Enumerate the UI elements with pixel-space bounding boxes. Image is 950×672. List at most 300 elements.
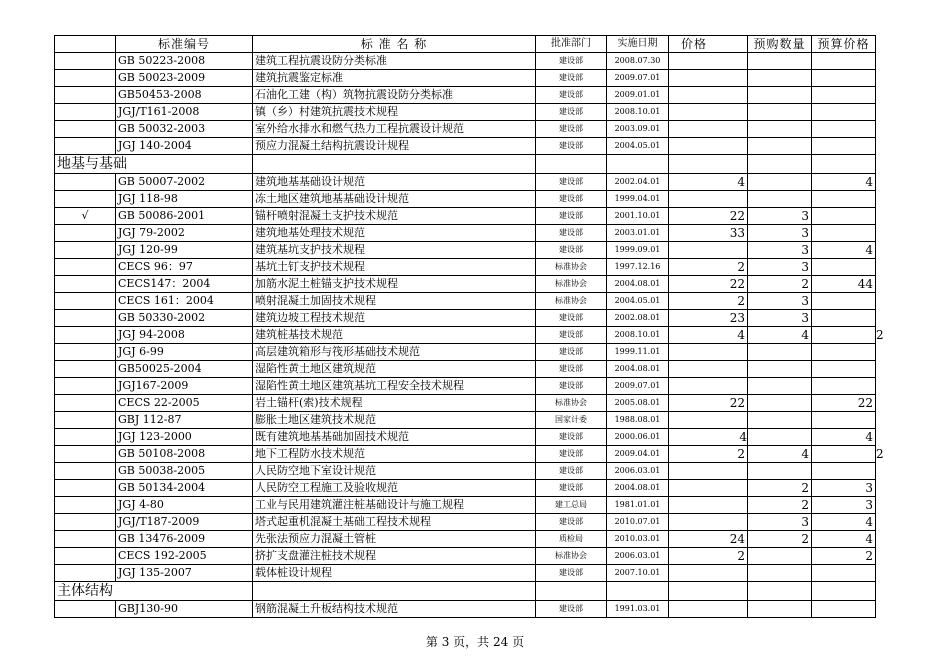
mark-cell — [55, 531, 116, 548]
code-cell: CECS 161：2004 — [116, 293, 253, 310]
name-cell: 湿陷性黄土地区建筑规范 — [253, 361, 536, 378]
budget-cell — [812, 121, 876, 138]
budget-cell — [812, 327, 876, 344]
dept-cell: 国家计委 — [536, 412, 607, 429]
budget-cell: 4 — [812, 174, 876, 191]
dept-cell: 标准协会 — [536, 293, 607, 310]
header-price: 价格 — [669, 36, 748, 53]
code-cell: JGJ 123-2000 — [116, 429, 253, 446]
header-date: 实施日期 — [607, 36, 669, 53]
date-cell: 1999.09.01 — [607, 242, 669, 259]
name-cell: 建筑基坑支护技术规程 — [253, 242, 536, 259]
header-name: 标 准 名 称 — [253, 36, 536, 53]
section-empty-cell — [748, 582, 812, 601]
section-empty-cell — [812, 155, 876, 174]
qty-cell — [748, 378, 812, 395]
code-cell: CECS147：2004 — [116, 276, 253, 293]
qty-cell — [748, 412, 812, 429]
budget-cell — [812, 87, 876, 104]
code-cell: JGJ167-2009 — [116, 378, 253, 395]
name-cell: 人民防空地下室设计规范 — [253, 463, 536, 480]
price-cell: 4 — [669, 174, 748, 191]
budget-cell — [812, 565, 876, 582]
overflow-value: 2 — [876, 446, 884, 461]
qty-cell — [748, 138, 812, 155]
table-row — [55, 565, 876, 582]
budget-cell: 2 — [812, 548, 876, 565]
price-cell — [669, 601, 748, 618]
table-row — [55, 138, 876, 155]
name-cell: 湿陷性黄土地区建筑基坑工程安全技术规程 — [253, 378, 536, 395]
table-row — [55, 395, 876, 412]
budget-cell — [812, 310, 876, 327]
qty-cell — [748, 463, 812, 480]
section-empty-cell — [607, 155, 669, 174]
price-cell — [669, 565, 748, 582]
budget-cell — [812, 259, 876, 276]
budget-cell — [812, 104, 876, 121]
price-cell — [669, 70, 748, 87]
budget-cell: 3 — [812, 480, 876, 497]
date-cell: 2009.07.01 — [607, 378, 669, 395]
code-cell: GB 50007-2002 — [116, 174, 253, 191]
name-cell: 岩土锚杆(索)技术规程 — [253, 395, 536, 412]
qty-cell: 2 — [748, 276, 812, 293]
dept-cell: 质检局 — [536, 531, 607, 548]
budget-cell — [812, 344, 876, 361]
mark-cell — [55, 293, 116, 310]
date-cell: 2009.01.01 — [607, 87, 669, 104]
mark-cell — [55, 87, 116, 104]
price-cell — [669, 480, 748, 497]
budget-cell: 4 — [812, 429, 876, 446]
dept-cell: 建工总局 — [536, 497, 607, 514]
price-cell: 24 — [669, 531, 748, 548]
table-row — [55, 446, 876, 463]
date-cell: 2008.10.01 — [607, 327, 669, 344]
name-cell: 建筑工程抗震设防分类标准 — [253, 53, 536, 70]
dept-cell: 标准协会 — [536, 395, 607, 412]
table-row — [55, 121, 876, 138]
section-empty-cell — [253, 582, 536, 601]
mark-cell — [55, 463, 116, 480]
section-empty-cell — [253, 155, 536, 174]
section-empty-cell — [536, 582, 607, 601]
date-cell: 2006.03.01 — [607, 548, 669, 565]
price-cell: 22 — [669, 208, 748, 225]
code-cell: GB 50134-2004 — [116, 480, 253, 497]
qty-cell — [748, 104, 812, 121]
qty-cell — [748, 70, 812, 87]
budget-cell — [812, 412, 876, 429]
budget-cell — [812, 138, 876, 155]
section-title: 主体结构 — [55, 582, 253, 601]
qty-cell: 3 — [748, 514, 812, 531]
dept-cell: 建设部 — [536, 480, 607, 497]
dept-cell: 建设部 — [536, 378, 607, 395]
name-cell: 室外给水排水和燃气热力工程抗震设计规范 — [253, 121, 536, 138]
date-cell: 1988.08.01 — [607, 412, 669, 429]
section-empty-cell — [812, 582, 876, 601]
budget-cell: 4 — [812, 242, 876, 259]
dept-cell: 建设部 — [536, 601, 607, 618]
price-cell — [669, 87, 748, 104]
budget-cell — [812, 446, 876, 463]
mark-cell — [55, 53, 116, 70]
table-row — [55, 87, 876, 104]
name-cell: 钢筋混凝土升板结构技术规范 — [253, 601, 536, 618]
mark-cell: √ — [55, 208, 116, 225]
dept-cell: 建设部 — [536, 208, 607, 225]
price-cell: 2 — [669, 446, 748, 463]
price-cell — [669, 191, 748, 208]
mark-cell — [55, 327, 116, 344]
name-cell: 高层建筑箱形与筏形基础技术规范 — [253, 344, 536, 361]
budget-cell — [812, 378, 876, 395]
date-cell: 2004.05.01 — [607, 138, 669, 155]
code-cell: JGJ 140-2004 — [116, 138, 253, 155]
code-cell: JGJ 135-2007 — [116, 565, 253, 582]
dept-cell: 建设部 — [536, 104, 607, 121]
dept-cell: 建设部 — [536, 174, 607, 191]
table-row — [55, 412, 876, 429]
price-cell — [669, 104, 748, 121]
dept-cell: 标准协会 — [536, 276, 607, 293]
price-cell — [669, 463, 748, 480]
date-cell: 1999.11.01 — [607, 344, 669, 361]
date-cell: 2009.07.01 — [607, 70, 669, 87]
date-cell: 2003.01.01 — [607, 225, 669, 242]
header-dept: 批准部门 — [536, 36, 607, 53]
code-cell: GB 50086-2001 — [116, 208, 253, 225]
table-row — [55, 548, 876, 565]
code-cell: GB 13476-2009 — [116, 531, 253, 548]
qty-cell: 4 — [748, 446, 812, 463]
mark-cell — [55, 344, 116, 361]
date-cell: 1981.01.01 — [607, 497, 669, 514]
price-cell: 4 — [669, 429, 748, 446]
date-cell: 1999.04.01 — [607, 191, 669, 208]
qty-cell: 4 — [748, 327, 812, 344]
mark-cell — [55, 259, 116, 276]
qty-cell — [748, 53, 812, 70]
name-cell: 建筑边坡工程技术规范 — [253, 310, 536, 327]
section-empty-cell — [748, 155, 812, 174]
qty-cell — [748, 344, 812, 361]
qty-cell: 2 — [748, 497, 812, 514]
qty-cell: 3 — [748, 208, 812, 225]
qty-cell — [748, 191, 812, 208]
qty-cell — [748, 395, 812, 412]
table-row — [55, 276, 876, 293]
qty-cell: 3 — [748, 310, 812, 327]
table-row — [55, 514, 876, 531]
qty-cell: 2 — [748, 480, 812, 497]
table-row — [55, 378, 876, 395]
code-cell: GB50025-2004 — [116, 361, 253, 378]
date-cell: 1991.03.01 — [607, 601, 669, 618]
table-row — [55, 463, 876, 480]
table-row — [55, 293, 876, 310]
table-row — [55, 104, 876, 121]
price-cell — [669, 242, 748, 259]
qty-cell — [748, 429, 812, 446]
mark-cell — [55, 395, 116, 412]
mark-cell — [55, 497, 116, 514]
table-row — [55, 191, 876, 208]
date-cell: 2010.07.01 — [607, 514, 669, 531]
mark-cell — [55, 276, 116, 293]
mark-cell — [55, 138, 116, 155]
mark-cell — [55, 191, 116, 208]
name-cell: 建筑抗震鉴定标准 — [253, 70, 536, 87]
code-cell: CECS 96：97 — [116, 259, 253, 276]
mark-cell — [55, 548, 116, 565]
dept-cell: 建设部 — [536, 70, 607, 87]
price-cell — [669, 361, 748, 378]
date-cell: 2007.10.01 — [607, 565, 669, 582]
dept-cell: 建设部 — [536, 191, 607, 208]
code-cell: JGJ 120-99 — [116, 242, 253, 259]
dept-cell: 建设部 — [536, 429, 607, 446]
price-cell: 2 — [669, 259, 748, 276]
name-cell: 工业与民用建筑灌注桩基础设计与施工规程 — [253, 497, 536, 514]
mark-cell — [55, 601, 116, 618]
name-cell: 载体桩设计规程 — [253, 565, 536, 582]
price-cell: 2 — [669, 293, 748, 310]
name-cell: 基坑土钉支护技术规程 — [253, 259, 536, 276]
table-row — [55, 531, 876, 548]
name-cell: 冻土地区建筑地基基础设计规范 — [253, 191, 536, 208]
table-row — [55, 429, 876, 446]
name-cell: 塔式起重机混凝土基础工程技术规程 — [253, 514, 536, 531]
mark-cell — [55, 412, 116, 429]
price-cell — [669, 497, 748, 514]
name-cell: 镇（乡）村建筑抗震技术规程 — [253, 104, 536, 121]
mark-cell — [55, 361, 116, 378]
table-row — [55, 361, 876, 378]
name-cell: 预应力混凝土结构抗震设计规程 — [253, 138, 536, 155]
dept-cell: 建设部 — [536, 514, 607, 531]
name-cell: 人民防空工程施工及验收规范 — [253, 480, 536, 497]
table-row — [55, 53, 876, 70]
date-cell: 2001.10.01 — [607, 208, 669, 225]
budget-cell — [812, 53, 876, 70]
price-cell — [669, 121, 748, 138]
mark-cell — [55, 480, 116, 497]
price-cell — [669, 514, 748, 531]
qty-cell: 2 — [748, 531, 812, 548]
section-row — [55, 582, 876, 601]
date-cell: 2010.03.01 — [607, 531, 669, 548]
mark-cell — [55, 121, 116, 138]
standards-table — [54, 35, 876, 618]
qty-cell: 3 — [748, 242, 812, 259]
qty-cell — [748, 601, 812, 618]
name-cell: 建筑地基基础设计规范 — [253, 174, 536, 191]
mark-cell — [55, 174, 116, 191]
dept-cell: 建设部 — [536, 87, 607, 104]
header-budget: 预算价格 — [812, 36, 876, 53]
dept-cell: 建设部 — [536, 225, 607, 242]
code-cell: CECS 22-2005 — [116, 395, 253, 412]
budget-cell: 3 — [812, 497, 876, 514]
code-cell: GB 50108-2008 — [116, 446, 253, 463]
code-cell: GBJ130-90 — [116, 601, 253, 618]
budget-cell — [812, 293, 876, 310]
budget-cell — [812, 70, 876, 87]
dept-cell: 建设部 — [536, 310, 607, 327]
dept-cell: 建设部 — [536, 344, 607, 361]
budget-cell: 4 — [812, 531, 876, 548]
date-cell: 2004.08.01 — [607, 276, 669, 293]
dept-cell: 建设部 — [536, 446, 607, 463]
price-cell: 22 — [669, 276, 748, 293]
qty-cell — [748, 361, 812, 378]
price-cell — [669, 344, 748, 361]
dept-cell: 建设部 — [536, 53, 607, 70]
price-cell: 23 — [669, 310, 748, 327]
qty-cell — [748, 121, 812, 138]
date-cell: 2008.10.01 — [607, 104, 669, 121]
date-cell: 2006.03.01 — [607, 463, 669, 480]
name-cell: 挤扩支盘灌注桩技术规程 — [253, 548, 536, 565]
code-cell: GB 50330-2002 — [116, 310, 253, 327]
budget-cell — [812, 225, 876, 242]
mark-cell — [55, 70, 116, 87]
name-cell: 建筑地基处理技术规范 — [253, 225, 536, 242]
qty-cell — [748, 565, 812, 582]
code-cell: JGJ 6-99 — [116, 344, 253, 361]
name-cell: 既有建筑地基基础加固技术规范 — [253, 429, 536, 446]
budget-cell — [812, 361, 876, 378]
date-cell: 2009.04.01 — [607, 446, 669, 463]
code-cell: JGJ/T161-2008 — [116, 104, 253, 121]
header-code: 标准编号 — [116, 36, 253, 53]
name-cell: 锚杆喷射混凝土支护技术规范 — [253, 208, 536, 225]
table-row — [55, 242, 876, 259]
code-cell: GB 50023-2009 — [116, 70, 253, 87]
budget-cell — [812, 191, 876, 208]
code-cell: GB 50038-2005 — [116, 463, 253, 480]
date-cell: 2005.08.01 — [607, 395, 669, 412]
dept-cell: 标准协会 — [536, 548, 607, 565]
code-cell: CECS 192-2005 — [116, 548, 253, 565]
dept-cell: 建设部 — [536, 327, 607, 344]
date-cell: 2003.09.01 — [607, 121, 669, 138]
date-cell: 2004.08.01 — [607, 361, 669, 378]
qty-cell — [748, 87, 812, 104]
budget-cell — [812, 463, 876, 480]
mark-cell — [55, 242, 116, 259]
table-row — [55, 480, 876, 497]
qty-cell: 3 — [748, 293, 812, 310]
budget-cell: 4 — [812, 514, 876, 531]
table-row — [55, 174, 876, 191]
price-cell — [669, 138, 748, 155]
name-cell: 喷射混凝土加固技术规程 — [253, 293, 536, 310]
mark-cell — [55, 446, 116, 463]
price-cell — [669, 378, 748, 395]
price-cell: 22 — [669, 395, 748, 412]
date-cell: 2002.08.01 — [607, 310, 669, 327]
code-cell: GB 50032-2003 — [116, 121, 253, 138]
header-qty: 预购数量 — [748, 36, 812, 53]
section-row — [55, 155, 876, 174]
table-row — [55, 310, 876, 327]
table-row — [55, 344, 876, 361]
dept-cell: 标准协会 — [536, 259, 607, 276]
header-row — [55, 36, 876, 53]
code-cell: GB 50223-2008 — [116, 53, 253, 70]
section-empty-cell — [669, 582, 748, 601]
table-row — [55, 225, 876, 242]
budget-cell: 22 — [812, 395, 876, 412]
date-cell: 2004.08.01 — [607, 480, 669, 497]
code-cell: JGJ 4-80 — [116, 497, 253, 514]
table-row — [55, 497, 876, 514]
name-cell: 地下工程防水技术规范 — [253, 446, 536, 463]
page-footer: 第 3 页，共 24 页 — [425, 635, 525, 649]
mark-cell — [55, 565, 116, 582]
code-cell: GBJ 112-87 — [116, 412, 253, 429]
qty-cell — [748, 548, 812, 565]
mark-cell — [55, 514, 116, 531]
code-cell: JGJ 79-2002 — [116, 225, 253, 242]
code-cell: JGJ/T187-2009 — [116, 514, 253, 531]
section-title: 地基与基础 — [55, 155, 253, 174]
table-row — [55, 327, 876, 344]
overflow-value: 2 — [876, 327, 884, 342]
mark-cell — [55, 378, 116, 395]
budget-cell — [812, 208, 876, 225]
qty-cell — [748, 174, 812, 191]
mark-cell — [55, 225, 116, 242]
date-cell: 2000.06.01 — [607, 429, 669, 446]
qty-cell: 3 — [748, 225, 812, 242]
section-empty-cell — [536, 155, 607, 174]
name-cell: 膨胀土地区建筑技术规范 — [253, 412, 536, 429]
price-cell — [669, 53, 748, 70]
dept-cell: 建设部 — [536, 463, 607, 480]
qty-cell: 3 — [748, 259, 812, 276]
budget-cell: 44 — [812, 276, 876, 293]
price-cell: 2 — [669, 548, 748, 565]
table-row — [55, 601, 876, 618]
section-empty-cell — [607, 582, 669, 601]
code-cell: JGJ 118-98 — [116, 191, 253, 208]
table-row — [55, 208, 876, 225]
table-row — [55, 70, 876, 87]
table-row — [55, 259, 876, 276]
date-cell: 2008.07.30 — [607, 53, 669, 70]
dept-cell: 建设部 — [536, 361, 607, 378]
mark-cell — [55, 310, 116, 327]
mark-cell — [55, 104, 116, 121]
dept-cell: 建设部 — [536, 565, 607, 582]
price-cell — [669, 412, 748, 429]
code-cell: JGJ 94-2008 — [116, 327, 253, 344]
price-cell: 33 — [669, 225, 748, 242]
name-cell: 建筑桩基技术规范 — [253, 327, 536, 344]
date-cell: 2002.04.01 — [607, 174, 669, 191]
dept-cell: 建设部 — [536, 121, 607, 138]
date-cell: 2004.05.01 — [607, 293, 669, 310]
budget-cell — [812, 601, 876, 618]
dept-cell: 建设部 — [536, 242, 607, 259]
section-empty-cell — [669, 155, 748, 174]
mark-cell — [55, 429, 116, 446]
